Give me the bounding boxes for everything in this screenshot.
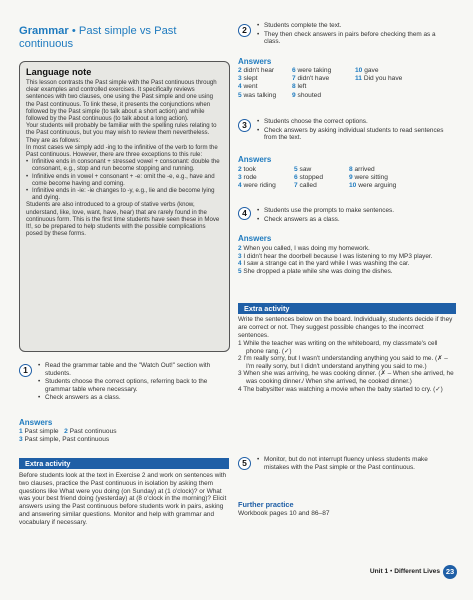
further-practice-heading: Further practice [238,500,294,509]
exercise-number: 3 [238,119,251,132]
exercise-2-instructions: • Students complete the text. • They then check answers in pairs before checking them as a class. [257,22,453,46]
language-note-box [19,61,230,352]
exercise-3-instructions: • Students choose the correct options. • Check answers by asking individual students to read sentences from the text. [257,118,453,142]
exercise-1-answers: 1 Past simple 2 Past continuous 3 Past simple, Past continuous [19,428,117,444]
page-number-badge: 23 [443,565,457,579]
exercise-4-answers: 2 When you called, I was doing my homework. 3 I didn't hear the doorbell because I was listening to my MP3 player. 4 I saw a strange cat in the yard while I was washing the car. 5 She dropped a plate while she was doing the dishes. [238,245,433,275]
exercise-4-instructions: • Students use the prompts to make sentences. • Check answers as a class. [257,207,453,223]
spelling-rule: • Infinitive ends in consonant + stressed vowel + consonant: double the consonant, e.g., stop and run become stopping and running. [26,158,223,172]
spelling-rule: • Infinitive ends in -ie: -ie changes to -y, e.g., lie and die become lying and dying. [26,187,223,201]
answers-heading: Answers [19,418,53,427]
spelling-rules-list [26,158,223,201]
note-paragraph: In most cases we simply add -ing to the infinitive of the verb to form the Past continuous. However, there are three exceptions to this rule: [26,143,218,159]
page-title: Grammar • Past simple vs Past continuous [19,25,177,50]
answers-heading: Answers [238,57,272,66]
exercise-number: 1 [19,364,32,377]
extra-activity-intro: Write the sentences below on the board. Individually, students decide if they are correct or not. They suggest possible changes to the incorrect sentences. [238,316,453,339]
exercise-5-instructions: • Monitor, but do not interrupt fluency unless students make mistakes with the Past simple or the Past continuous. [257,456,451,471]
extra-activity-header: Extra activity [238,303,456,314]
exercise-number: 4 [238,207,251,220]
spelling-rule: • Infinitive ends in vowel + consonant + -e: omit the -e, e.g., have and come become having and coming. [26,173,223,187]
note-paragraph: Students are also introduced to a group of stative verbs (know, understand, like, love, want, have, hear) that are rarely found in the continuous form. This is the first time students have seen these in Move It!, so be prepared to help students with the possible complications posed by these forms. [26,201,220,238]
language-note-heading: Language note [26,67,92,77]
exercise-1-instructions: • Read the grammar table and the "Watch Out!" section with students. • Students choose the correct options, referring back to the grammar table where necessary. • Check answers as a class. [38,362,216,402]
exercise-number: 5 [238,457,251,470]
exercise-2-answers: 2 didn't hear 6 were taking 10 gave 3 slept 7 didn't have 11 Did you have 4 went 8 left 5 was talking 9 shouted [238,67,403,99]
exercise-3-answers: 2 took 5 saw 8 arrived 3 rode 6 stopped 9 were sitting 4 were riding 7 called 10 were arguing [238,166,397,190]
answers-heading: Answers [238,234,272,243]
answers-heading: Answers [238,155,272,164]
extra-activity-text: Before students look at the text in Exercise 2 and work on sentences with two clauses, practice the Past continuous in isolation by asking them questions like What were you doing (on Sunday) at (1 o'clock)? or What was your best friend doing (yesterday) at (8 o'clock in the morning)? Elicit answers using the Past continuous before students work in pairs, asking and answering similar questions. Monitor and help with grammar and vocabulary if necessary. [19,472,227,526]
note-paragraph: This lesson contrasts the Past simple with the Past continuous through clear examples and controlled exercises. It specifically reviews sentences with two clauses, one using the Past simple and one using the Past continuous. To link these, it presents the conjunctions when followed by the Past simple (to talk about a short action) and while followed by the Past continuous (to talk about a long action). [26,79,217,123]
exercise-number: 2 [238,24,251,37]
note-paragraph: Your students will probably be familiar with the spelling rules relating to the Past continuous, but you may wish to review them nevertheless. They are as follows: [26,122,217,144]
extra-activity-sentences: 1 While the teacher was writing on the whiteboard, my classmate's cell phone rang. (✓) 2 I'm really sorry, but I wasn't understanding anything you said to me. (✗ – I'm really sorry, but I didn't understand anything you said to me.) 3 When she was arriving, he was cooking dinner. (✗ – When she arrived, he was cooking dinner./ When she arrived, he cooked dinner.) 4 The babysitter was watching a movie when the baby started to cry. (✓) [238,340,454,393]
page-footer: Unit 1 • Different Lives [369,568,440,575]
extra-activity-header: Extra activity [19,458,229,469]
further-practice-text: Workbook pages 10 and 86–87 [238,510,330,517]
